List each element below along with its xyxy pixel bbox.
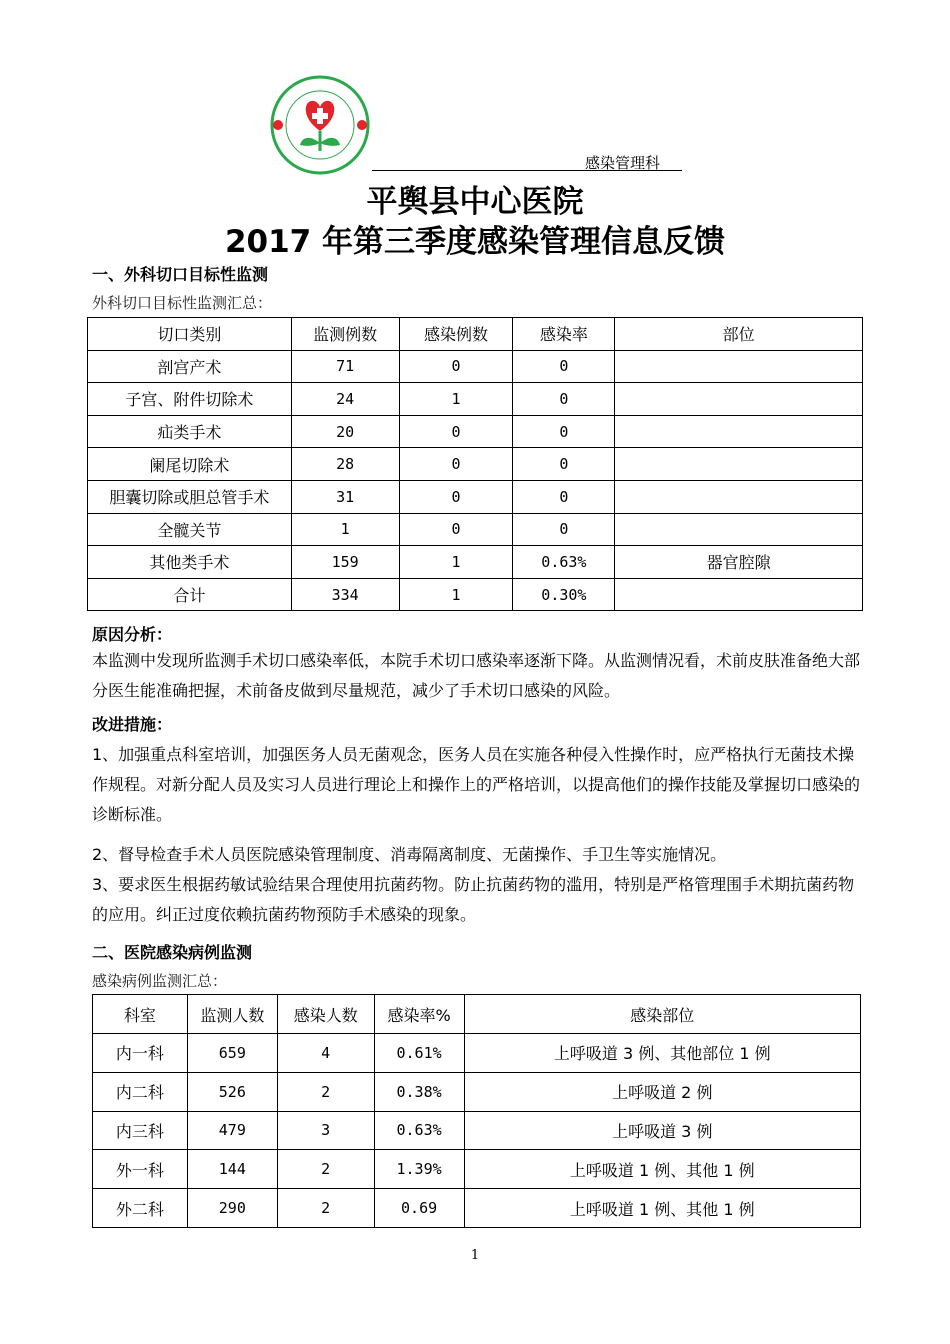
table-cell: 剖宫产术: [88, 350, 292, 383]
table-cell: 2: [277, 1189, 374, 1228]
table-cell: 合计: [88, 578, 292, 611]
table-cell: 上呼吸道 1 例、其他 1 例: [464, 1189, 860, 1228]
table-row: [88, 448, 863, 481]
table-row: [88, 383, 863, 416]
table-row: [88, 578, 863, 611]
table-row: [88, 480, 863, 513]
table-cell: 526: [187, 1072, 277, 1111]
table-cell: 71: [291, 350, 399, 383]
table-cell: 4: [277, 1034, 374, 1073]
table-row: [93, 1072, 861, 1111]
table-cell: 31: [291, 480, 399, 513]
table-cell: 1: [399, 383, 513, 416]
table-cell: 内三科: [93, 1111, 188, 1150]
table-cell: 0.38%: [374, 1072, 464, 1111]
table-cell: 上呼吸道 2 例: [464, 1072, 860, 1111]
table-row: [93, 1150, 861, 1189]
table-row: [93, 1034, 861, 1073]
table-cell: [615, 578, 863, 611]
table-cell: 上呼吸道 1 例、其他 1 例: [464, 1150, 860, 1189]
section1-heading: 一、外科切口目标性监测: [92, 265, 269, 284]
table-cell: 0: [399, 415, 513, 448]
measures-heading: 改进措施：: [92, 715, 173, 734]
document-title-line1: 平舆县中心医院: [366, 184, 584, 220]
table-cell: 0.63%: [513, 546, 615, 579]
table-cell: 0: [513, 350, 615, 383]
table-cell: 0: [399, 350, 513, 383]
table-header-row: [93, 995, 861, 1034]
column-header: 感染率: [513, 318, 615, 351]
table-cell: 20: [291, 415, 399, 448]
table-cell: 2: [277, 1150, 374, 1189]
table-row: [88, 415, 863, 448]
infection-case-table: [92, 994, 861, 1228]
table-row: [93, 1111, 861, 1150]
analysis-text: 本监测中发现所监测手术切口感染率低，本院手术切口感染率逐渐下降。从监测情况看，术前皮肤准备绝大部分医生能准确把握，术前备皮做到尽量规范，减少了手术切口感染的风险。: [92, 651, 861, 700]
section1-caption: 外科切口目标性监测汇总：: [92, 294, 273, 312]
table-cell: 内一科: [93, 1034, 188, 1073]
table-cell: 0: [513, 383, 615, 416]
section2-caption: 感染病例监测汇总：: [92, 972, 228, 990]
measure-item-2: 2、督导检查手术人员医院感染管理制度、消毒隔离制度、无菌操作、手卫生等实施情况。: [92, 845, 727, 864]
table-cell: 0.61%: [374, 1034, 464, 1073]
column-header: 切口类别: [88, 318, 292, 351]
table-cell: 0.63%: [374, 1111, 464, 1150]
column-header: 监测人数: [187, 995, 277, 1034]
table-cell: 上呼吸道 3 例: [464, 1111, 860, 1150]
measure-item-1: 1、加强重点科室培训，加强医务人员无菌观念，医务人员在实施各种侵入性操作时，应严格执行无菌技术操作规程。对新分配人员及实习人员进行理论上和操作上的严格培训，以提高他们的操作技能及掌握切口感染的诊断标准。: [92, 745, 861, 824]
table-cell: 0: [513, 480, 615, 513]
table-row: [93, 1189, 861, 1228]
table-cell: 1: [399, 578, 513, 611]
column-header: 监测例数: [291, 318, 399, 351]
table-cell: 0: [399, 480, 513, 513]
table-cell: 子宫、附件切除术: [88, 383, 292, 416]
table-cell: 1.39%: [374, 1150, 464, 1189]
table-cell: 阑尾切除术: [88, 448, 292, 481]
table-cell: 全髋关节: [88, 513, 292, 546]
column-header: 部位: [615, 318, 863, 351]
table-cell: 2: [277, 1072, 374, 1111]
table-row: [88, 546, 863, 579]
table-cell: 334: [291, 578, 399, 611]
table-cell: 其他类手术: [88, 546, 292, 579]
document-title-line2: 2017 年第三季度感染管理信息反馈: [224, 224, 726, 260]
table-cell: 24: [291, 383, 399, 416]
table-cell: 0: [513, 448, 615, 481]
hospital-logo: [270, 75, 370, 175]
surgical-incision-table: [87, 317, 863, 611]
table-cell: 659: [187, 1034, 277, 1073]
table-cell: 159: [291, 546, 399, 579]
table-cell: 0: [399, 448, 513, 481]
table-cell: [615, 383, 863, 416]
table-cell: 1: [399, 546, 513, 579]
table-row: [88, 513, 863, 546]
table-cell: 外二科: [93, 1189, 188, 1228]
page-number: 1: [470, 1248, 480, 1263]
department-label: 感染管理科: [585, 154, 661, 172]
table-cell: 胆囊切除或胆总管手术: [88, 480, 292, 513]
table-cell: 479: [187, 1111, 277, 1150]
table-cell: 上呼吸道 3 例、其他部位 1 例: [464, 1034, 860, 1073]
column-header: 感染部位: [464, 995, 860, 1034]
table-cell: 内二科: [93, 1072, 188, 1111]
table-cell: 290: [187, 1189, 277, 1228]
table-cell: 0: [399, 513, 513, 546]
measure-item-3: 3、要求医生根据药敏试验结果合理使用抗菌药物。防止抗菌药物的滥用，特别是严格管理围手术期抗菌药物的应用。纠正过度依赖抗菌药物预防手术感染的现象。: [92, 875, 855, 924]
table-cell: 0: [513, 513, 615, 546]
table-cell: 疝类手术: [88, 415, 292, 448]
table-cell: [615, 513, 863, 546]
table-row: [88, 350, 863, 383]
table-cell: 144: [187, 1150, 277, 1189]
table-cell: [615, 415, 863, 448]
table-cell: 外一科: [93, 1150, 188, 1189]
table-cell: 3: [277, 1111, 374, 1150]
table-cell: [615, 480, 863, 513]
column-header: 感染例数: [399, 318, 513, 351]
column-header: 感染人数: [277, 995, 374, 1034]
table-cell: 器官腔隙: [615, 546, 863, 579]
table-cell: [615, 448, 863, 481]
table-cell: [615, 350, 863, 383]
table-header-row: [88, 318, 863, 351]
table-cell: 0.69: [374, 1189, 464, 1228]
table-cell: 28: [291, 448, 399, 481]
section2-heading: 二、医院感染病例监测: [92, 943, 253, 962]
analysis-heading: 原因分析：: [92, 625, 173, 644]
table-cell: 1: [291, 513, 399, 546]
column-header: 科室: [93, 995, 188, 1034]
column-header: 感染率%: [374, 995, 464, 1034]
table-cell: 0.30%: [513, 578, 615, 611]
table-cell: 0: [513, 415, 615, 448]
